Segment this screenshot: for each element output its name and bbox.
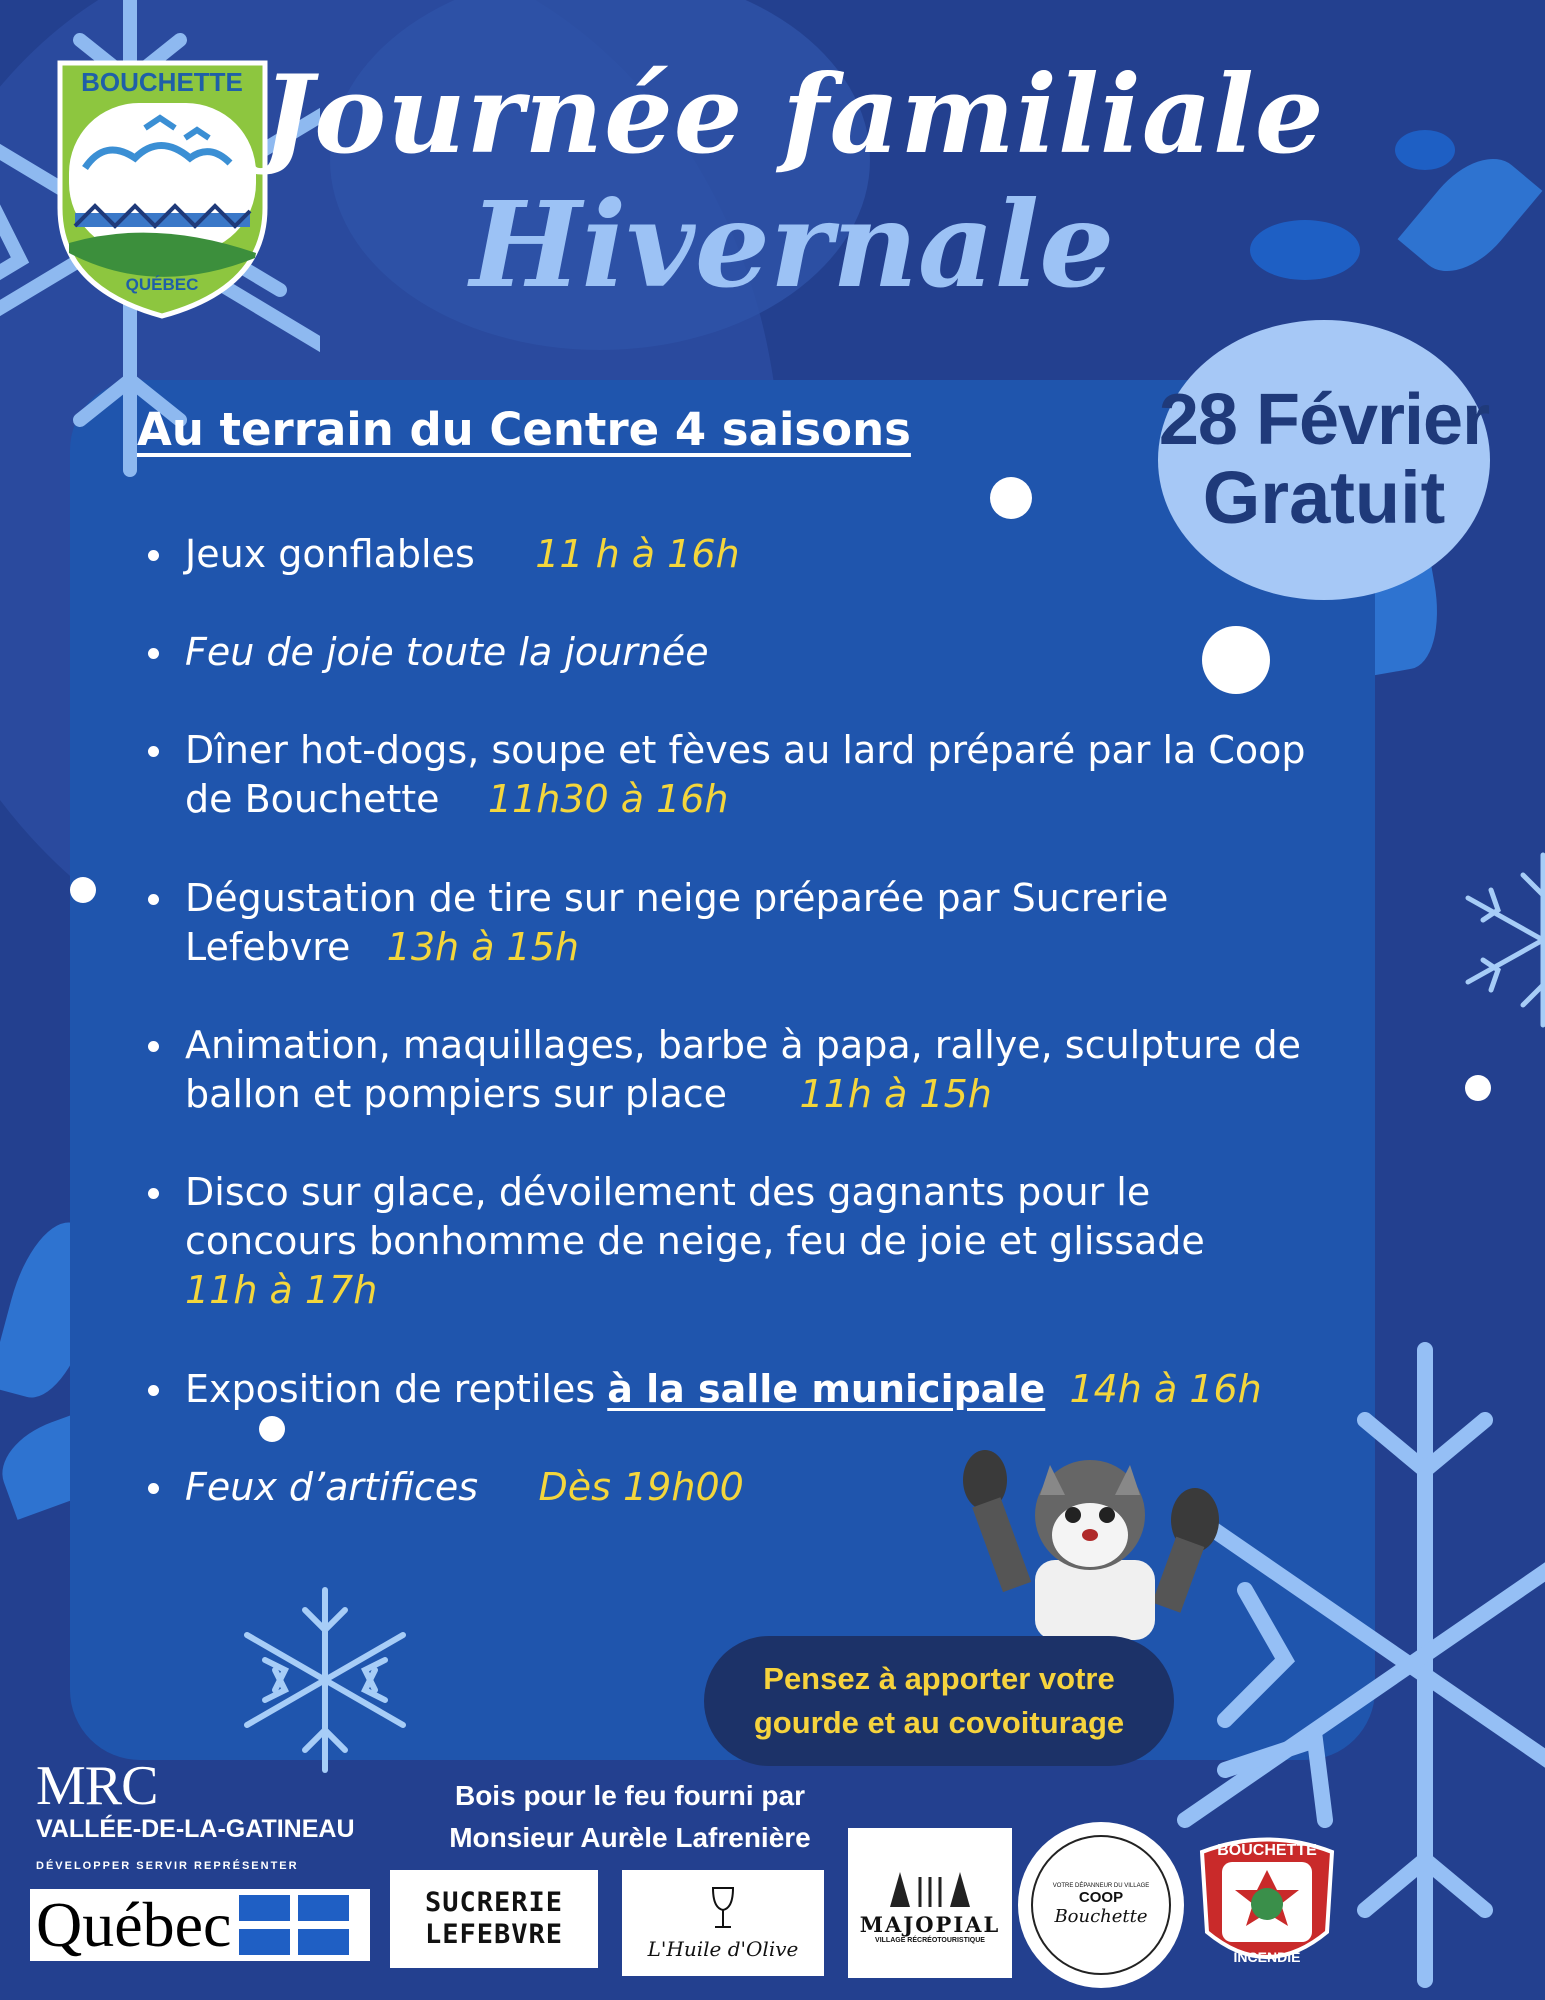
list-item <box>140 628 1320 677</box>
wood-credit-line-1: Bois pour le feu fourni par <box>454 1780 805 1811</box>
coop-bouchette-logo <box>1018 1822 1184 1988</box>
quebec-flag-icon <box>239 1895 349 1955</box>
mrc-name: MRC <box>36 1755 158 1817</box>
event-text: Dégustation de tire sur neige préparée par Sucrerie Lefebvre <box>185 876 1169 969</box>
majopial-sub: VILLAGE RÉCRÉOTOURISTIQUE <box>875 1937 985 1944</box>
event-time: 11h à 15h <box>799 1072 992 1116</box>
reminder-note <box>704 1636 1174 1766</box>
note-line-2: gourde et au covoiturage <box>753 1705 1125 1740</box>
event-time: 11 h à 16h <box>535 532 740 576</box>
snow-dot <box>1465 1075 1491 1101</box>
bouchette-incendie-badge <box>1192 1832 1342 1982</box>
list-item <box>140 874 1320 972</box>
event-text: Exposition de reptiles <box>185 1367 596 1411</box>
huile-name: L'Huile d'Olive <box>647 1936 799 1961</box>
event-text: Jeux gonflables <box>185 532 475 576</box>
list-item <box>140 1168 1320 1315</box>
coop-top: VOTRE DÉPANNEUR DU VILLAGE <box>1052 1883 1150 1889</box>
event-date: 28 Février <box>1158 380 1490 461</box>
event-text: Feux d’artifices <box>185 1465 479 1509</box>
list-item <box>140 1021 1320 1119</box>
majopial-name: MAJOPIAL <box>859 1912 1001 1937</box>
page-title: Journée familiale <box>262 52 1325 178</box>
event-text: Animation, maquillages, barbe à papa, rallye, sculpture de ballon et pompiers sur place <box>185 1023 1301 1116</box>
mrc-logo <box>36 1755 355 1872</box>
logo-region: QUÉBEC <box>125 275 199 294</box>
location-heading: Au terrain du Centre 4 saisons <box>137 403 911 456</box>
snowflake-icon <box>1463 850 1545 1030</box>
list-item <box>140 1365 1320 1414</box>
sucrerie-line-1: SUCRERIE <box>424 1887 564 1918</box>
event-time: 11h30 à 16h <box>487 777 729 821</box>
event-text: Feu de joie toute la journée <box>185 630 709 674</box>
quebec-wordmark: Québec <box>36 1889 232 1960</box>
majopial-logo <box>848 1828 1012 1978</box>
wood-credit-line-2: Monsieur Aurèle Lafrenière <box>449 1822 811 1853</box>
page-subtitle: Hivernale <box>470 175 1115 314</box>
sucrerie-line-2: LEFEBVRE <box>424 1919 564 1950</box>
list-item <box>140 530 1320 579</box>
mrc-region: VALLÉE-DE-LA-GATINEAU <box>36 1815 355 1843</box>
event-text: Dîner hot-dogs, soupe et fèves au lard préparé par la Coop de Bouchette <box>185 728 1306 821</box>
coop-name: COOP <box>1078 1889 1124 1906</box>
bouchette-logo <box>55 58 270 320</box>
event-time: Dès 19h00 <box>538 1465 744 1509</box>
note-line-1: Pensez à apporter votre <box>763 1661 1115 1696</box>
coop-sub: Bouchette <box>1054 1906 1148 1927</box>
snow-dot <box>70 877 96 903</box>
huile-olive-logo <box>622 1870 824 1976</box>
salle-municipale-link[interactable]: à la salle municipale <box>607 1367 1046 1411</box>
coop-ring <box>1031 1835 1171 1975</box>
sucrerie-lefebvre-logo <box>390 1870 598 1968</box>
mascot-image <box>955 1440 1225 1640</box>
snow-dot <box>990 477 1032 519</box>
wood-credit <box>380 1775 880 1859</box>
event-text: Disco sur glace, dévoilement des gagnants pour le concours bonhomme de neige, feu de joie et glissade <box>185 1170 1205 1263</box>
event-price: Gratuit <box>1202 455 1446 539</box>
event-time: 13h à 15h <box>386 925 579 969</box>
quebec-logo <box>30 1889 370 1961</box>
incendie-bottom: INCENDIE <box>1233 1949 1301 1965</box>
snow-dot <box>259 1416 285 1442</box>
wine-glass-icon <box>708 1886 738 1931</box>
snowflake-icon <box>230 1585 420 1775</box>
logo-name: BOUCHETTE <box>81 67 243 97</box>
list-item <box>140 726 1320 824</box>
forest-icon <box>875 1862 985 1912</box>
mrc-tagline: DÉVELOPPER SERVIR REPRÉSENTER <box>36 1860 299 1872</box>
incendie-top: BOUCHETTE <box>1217 1842 1317 1859</box>
event-time: 14h à 16h <box>1069 1367 1262 1411</box>
event-time: 11h à 17h <box>185 1268 378 1312</box>
